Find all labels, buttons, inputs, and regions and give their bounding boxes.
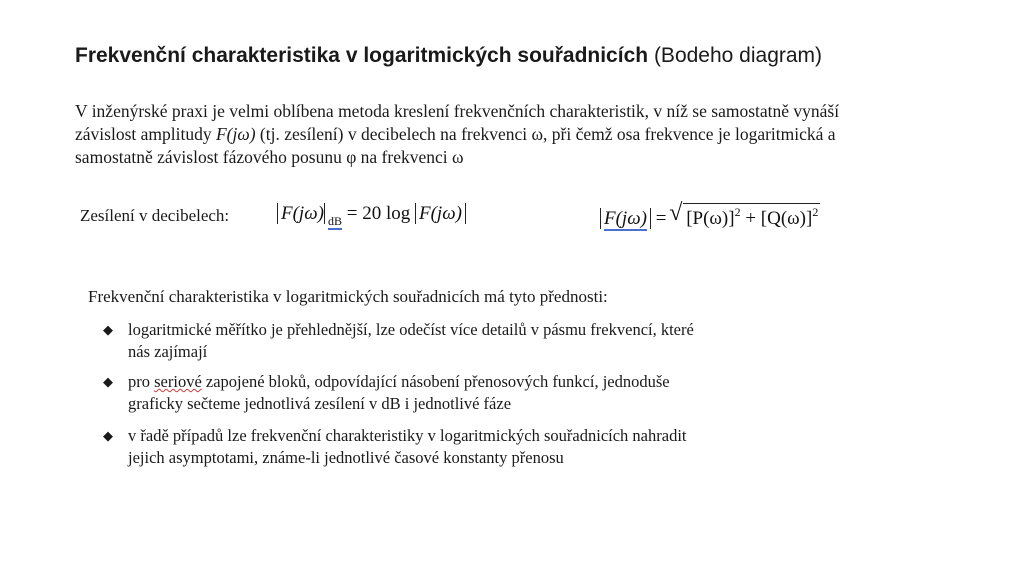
intro-line-2-end: (tj. zesílení) v decibelech na frekvenci ω, při čemž osa frekvence je logaritmická a	[255, 124, 836, 144]
diamond-bullet-icon: ◆	[103, 428, 113, 443]
formula-1-eq: = 20 log	[341, 203, 411, 224]
advantages-list	[100, 319, 780, 469]
list-item-line-2: graficky sečteme jednotlivá zesílení v dB i jednotlivé fáze	[128, 394, 512, 413]
spellcheck-word: seriové	[154, 372, 202, 391]
formula-2-exp-1: 2	[734, 205, 741, 219]
formula-2-plus: +	[740, 208, 761, 229]
sqrt-sign-icon: √	[669, 200, 683, 226]
advantages-heading: Frekvenční charakteristika v logaritmických souřadnicích má tyto přednosti:	[88, 287, 608, 306]
formula-2-exp-2: 2	[812, 205, 819, 219]
list-item	[100, 425, 780, 469]
title-parenthetical: (Bodeho diagram)	[653, 44, 823, 67]
intro-line-3: samostatně závislost fázového posunu φ na frekvenci ω	[75, 147, 464, 167]
formula-1-subscript: dB	[327, 214, 342, 228]
title-bold: Frekvenční charakteristika v logaritmických souřadnicích	[75, 44, 649, 67]
list-item	[100, 371, 780, 415]
list-item-line-1: logaritmické měřítko je přehlednější, lze odečíst více detailů v pásmu frekvencí, které	[128, 320, 694, 339]
formula-2-lhs: F(jω)	[604, 208, 647, 229]
diamond-bullet-icon: ◆	[103, 322, 113, 337]
item-2-end: zapojené bloků, odpovídající násobení přenosových funkcí, jednoduše	[201, 372, 670, 391]
list-item-line-1	[128, 371, 780, 393]
gain-label: Zesílení v decibelech:	[80, 206, 230, 225]
abs-left	[277, 203, 324, 224]
list-item-line-2: jejich asymptotami, známe-li jednotlivé časové konstanty přenosu	[128, 448, 564, 467]
db-gain-formula	[277, 203, 466, 229]
sqrt-expression	[669, 200, 820, 230]
formula-1-lhs: F(jω)	[281, 203, 324, 224]
formula-1-rhs: F(jω)	[418, 203, 462, 224]
intro-line-2-start: závislost amplitudy	[75, 124, 216, 144]
formula-2-eq: =	[650, 208, 672, 229]
list-item-line-1: v řadě případů lze frekvenční charakteristiky v logaritmických souřadnicích nahradit	[128, 426, 687, 445]
intro-paragraph	[75, 100, 955, 169]
formula-1-rhs-abs	[415, 203, 466, 224]
intro-line-2	[75, 123, 955, 146]
intro-line-1: V inženýrské praxi je velmi oblíbena metoda kreslení frekvenčních charakteristik, v níž se samostatně vynáší	[75, 101, 840, 121]
formula-2-q: [Q(ω)]	[760, 208, 813, 229]
formula-2-lhs-abs	[600, 208, 651, 229]
diamond-bullet-icon: ◆	[103, 374, 113, 389]
list-item-line-2: nás zajímají	[128, 342, 208, 361]
magnitude-formula	[600, 200, 820, 230]
formula-2-p: [P(ω)]	[686, 208, 735, 229]
slide-title	[75, 44, 822, 68]
list-item	[100, 319, 780, 363]
intro-symbol-f: F(jω)	[215, 124, 256, 144]
item-2-start: pro	[128, 372, 155, 391]
